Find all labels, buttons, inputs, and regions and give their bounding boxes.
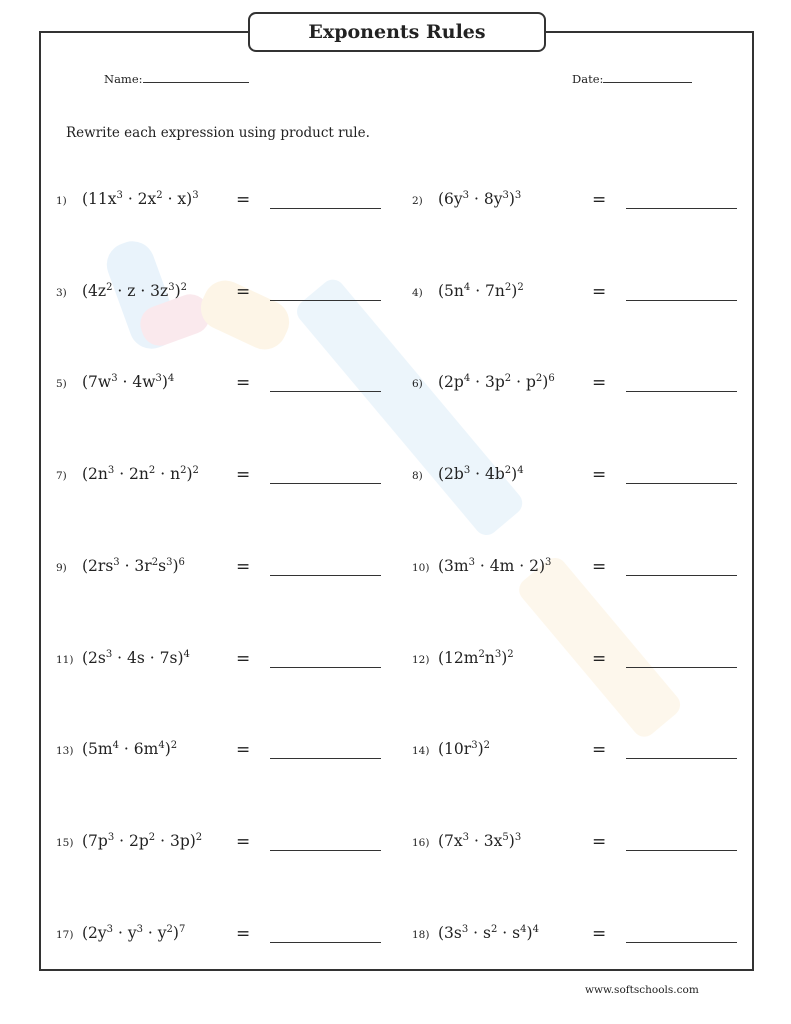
problem-number: 2) [412,195,423,207]
problem-expression: $(7w^3 \cdot 4w^3)^4$ [82,373,175,392]
answer-blank[interactable] [270,300,381,301]
worksheet-title: Exponents Rules [248,12,546,52]
answer-blank[interactable] [626,667,737,668]
answer-blank[interactable] [270,208,381,209]
problem-expression: $(10r^3)^2$ [438,740,490,759]
equals-sign: = [236,740,251,761]
answer-blank[interactable] [626,942,737,943]
problem-expression: $(5m^4 \cdot 6m^4)^2$ [82,740,178,759]
problem-number: 10) [412,561,430,574]
equals-sign: = [592,648,607,669]
problem-expression: $(2p^4 \cdot 3p^2 \cdot p^2)^6$ [438,373,555,392]
equals-sign: = [236,190,251,210]
problem-expression: $(2y^3 \cdot y^3 \cdot y^2)^7$ [82,923,186,942]
problem-number: 7) [56,470,67,483]
problem-number: 4) [412,286,423,299]
problem-expression: $(5n^4 \cdot 7n^2)^2$ [438,281,524,300]
answer-blank[interactable] [270,942,381,943]
equals-sign: = [592,923,607,944]
problem-number: 13) [56,745,74,758]
answer-blank[interactable] [270,575,381,576]
problem-expression: $(6y^3 \cdot 8y^3)^3$ [438,190,522,208]
equals-sign: = [592,556,607,577]
problem-number: 5) [56,378,67,391]
answer-blank[interactable] [270,758,381,759]
answer-blank[interactable] [626,575,737,576]
name-label: Name: [104,72,143,86]
name-line[interactable] [143,70,249,83]
problem-number: 1) [56,195,67,207]
answer-blank[interactable] [270,850,381,851]
equals-sign: = [236,648,251,669]
date-field[interactable] [572,70,692,86]
problem-number: 16) [412,836,430,849]
date-line[interactable] [603,70,692,83]
date-label: Date: [572,72,604,86]
problem-number: 18) [412,928,430,941]
problem-number: 3) [56,286,67,299]
answer-blank[interactable] [270,483,381,484]
problem-expression: $(3s^3 \cdot s^2 \cdot s^4)^4$ [438,923,539,942]
equals-sign: = [592,373,607,394]
answer-blank[interactable] [626,758,737,759]
equals-sign: = [592,740,607,761]
problem-expression: $(4z^2 \cdot z \cdot 3z^3)^2$ [82,281,188,300]
equals-sign: = [236,923,251,944]
problem-expression: $(12m^2n^3)^2$ [438,648,514,667]
problem-number: 15) [56,836,74,849]
problem-number: 11) [56,653,74,666]
equals-sign: = [236,281,251,302]
instruction-text: Rewrite each expression using product rule. [66,125,370,141]
answer-blank[interactable] [626,300,737,301]
answer-blank[interactable] [270,391,381,392]
problem-number: 12) [412,653,430,666]
problem-expression: $(2b^3 \cdot 4b^2)^4$ [438,465,524,484]
equals-sign: = [236,556,251,577]
problem-expression: $(7p^3 \cdot 2p^2 \cdot 3p)^2$ [82,831,203,850]
worksheet-frame [39,31,754,971]
answer-blank[interactable] [626,208,737,209]
problem-number: 17) [56,928,74,941]
problem-expression: $(2n^3 \cdot 2n^2 \cdot n^2)^2$ [82,465,199,484]
footer-url: www.softschools.com [585,984,699,996]
equals-sign: = [236,465,251,486]
problem-expression: $(7x^3 \cdot 3x^5)^3$ [438,831,522,850]
equals-sign: = [236,373,251,394]
answer-blank[interactable] [270,667,381,668]
equals-sign: = [592,831,607,852]
equals-sign: = [236,831,251,852]
problem-number: 14) [412,745,430,758]
equals-sign: = [592,190,607,210]
problem-expression: $(11x^3 \cdot 2x^2 \cdot x)^3$ [82,190,199,208]
problem-number: 8) [412,470,423,483]
problem-expression: $(3m^3 \cdot 4m \cdot 2)^3$ [438,556,552,575]
name-field[interactable] [104,70,249,86]
answer-blank[interactable] [626,483,737,484]
problem-expression: $(2s^3 \cdot 4s \cdot 7s)^4$ [82,648,190,667]
problem-number: 9) [56,561,67,574]
equals-sign: = [592,281,607,302]
problem-expression: $(2rs^3 \cdot 3r^2s^3)^6$ [82,556,185,575]
equals-sign: = [592,465,607,486]
answer-blank[interactable] [626,850,737,851]
answer-blank[interactable] [626,391,737,392]
problem-number: 6) [412,378,423,391]
